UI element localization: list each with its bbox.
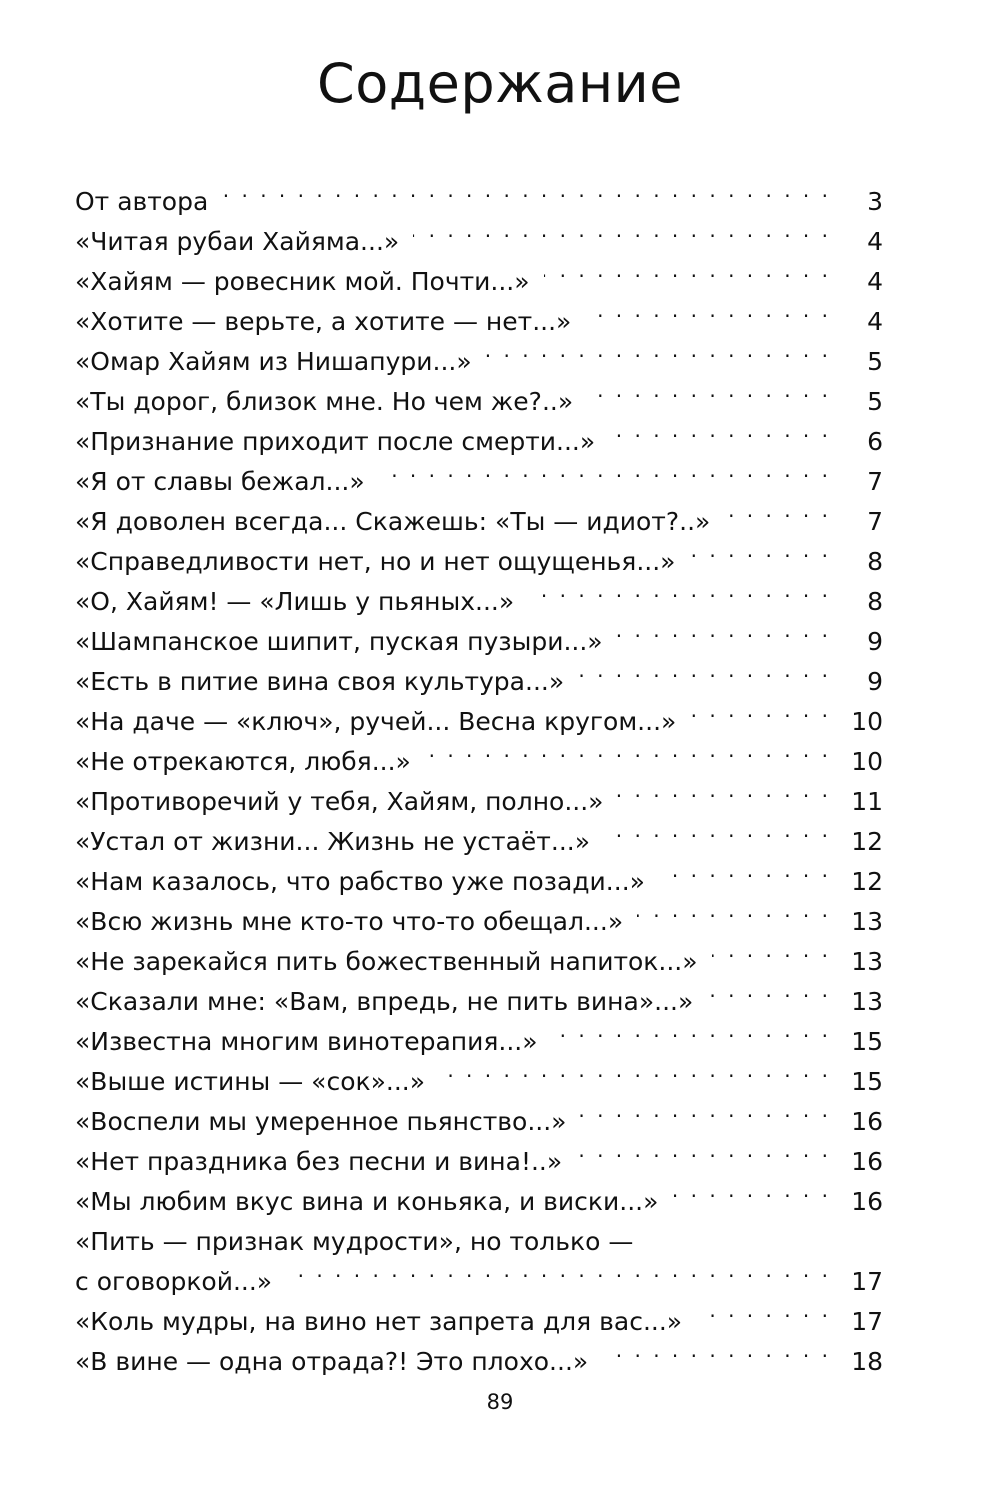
page-number: 89 <box>486 1390 514 1414</box>
table-of-contents <box>75 170 883 1376</box>
toc-entry-title: «Не зарекайся пить божественный напиток...» <box>75 947 698 976</box>
toc-entry-page: 6 <box>867 427 883 456</box>
toc-entry-page: 8 <box>867 547 883 576</box>
toc-dot-leader <box>672 1170 831 1210</box>
toc-dot-leader <box>439 1050 831 1090</box>
toc-entry-page: 17 <box>851 1267 883 1296</box>
toc-entry-page: 5 <box>867 387 883 416</box>
toc-dot-leader <box>690 690 831 730</box>
toc-entry-title: «Воспели мы умеренное пьянство...» <box>75 1107 567 1136</box>
toc-entry-title: «О, Хайям! — «Лишь у пьяных...» <box>75 587 515 616</box>
toc-entry-title: «Сказали мне: «Вам, впредь, не пить вина»...» <box>75 987 694 1016</box>
toc-entry-title: «Всю жизнь мне кто-то что-то обещал...» <box>75 907 624 936</box>
toc-dot-leader <box>617 770 831 810</box>
toc-entry-page: 4 <box>867 267 883 296</box>
toc-dot-leader <box>604 810 831 850</box>
toc-dot-leader <box>580 1090 831 1130</box>
toc-entry-page: 17 <box>851 1307 883 1336</box>
toc-entry-page: 11 <box>851 787 883 816</box>
toc-entry-title: «Есть в питие вина своя культура...» <box>75 667 565 696</box>
toc-entry-title: «Признание приходит после смерти...» <box>75 427 596 456</box>
toc-entry-title: «Шампанское шипит, пуская пузыри...» <box>75 627 603 656</box>
toc-dot-leader <box>486 330 831 370</box>
toc-entry-title: «В вине — одна отрада?! Это плохо...» <box>75 1347 589 1376</box>
toc-dot-leader <box>528 570 831 610</box>
toc-dot-leader <box>587 370 831 410</box>
toc-entry-page: 18 <box>851 1347 883 1376</box>
toc-entry <box>75 170 883 216</box>
toc-entry-page: 4 <box>867 307 883 336</box>
toc-entry-title: «Читая рубаи Хайяма...» <box>75 227 400 256</box>
toc-entry-page: 9 <box>867 667 883 696</box>
toc-entry-title: «Пить — признак мудрости», но только — <box>75 1227 634 1256</box>
toc-dot-leader <box>712 930 831 970</box>
toc-entry-title: «Ты дорог, близок мне. Но чем же?..» <box>75 387 574 416</box>
toc-entry-title: «Известна многим винотерапия...» <box>75 1027 538 1056</box>
toc-entry-page: 16 <box>851 1147 883 1176</box>
toc-entry-page: 13 <box>851 987 883 1016</box>
toc-entry-page: 10 <box>851 747 883 776</box>
toc-dot-leader <box>659 850 831 890</box>
toc-entry-title: с оговоркой...» <box>75 1267 273 1296</box>
toc-entry-title: «Хайям — ровесник мой. Почти...» <box>75 267 530 296</box>
toc-entry-title: «Справедливости нет, но и нет ощущенья...» <box>75 547 676 576</box>
toc-entry-page: 15 <box>851 1067 883 1096</box>
toc-entry-page: 10 <box>851 707 883 736</box>
toc-dot-leader <box>425 730 831 770</box>
toc-dot-leader <box>286 1250 831 1290</box>
toc-dot-leader <box>689 530 831 570</box>
toc-entry-title: «Хотите — верьте, а хотите — нет...» <box>75 307 572 336</box>
toc-entry-title: «Омар Хайям из Нишапури...» <box>75 347 472 376</box>
toc-entry-page: 15 <box>851 1027 883 1056</box>
toc-entry-page: 13 <box>851 947 883 976</box>
toc-entry-page: 16 <box>851 1187 883 1216</box>
toc-entry-title: «Противоречий у тебя, Хайям, полно...» <box>75 787 604 816</box>
toc-dot-leader <box>544 250 831 290</box>
toc-entry-title: «Нет праздника без песни и вина!..» <box>75 1147 563 1176</box>
toc-entry-page: 12 <box>851 827 883 856</box>
toc-entry-page: 3 <box>867 187 883 216</box>
toc-dot-leader <box>602 1330 831 1370</box>
toc-entry-title: «На даче — «ключ», ручей... Весна кругом...» <box>75 707 677 736</box>
toc-dot-leader <box>413 210 831 250</box>
toc-dot-leader <box>696 1290 831 1330</box>
toc-entry-page: 7 <box>867 467 883 496</box>
toc-entry-page: 16 <box>851 1107 883 1136</box>
toc-entry-page: 8 <box>867 587 883 616</box>
toc-entry-title: «Не отрекаются, любя...» <box>75 747 411 776</box>
toc-dot-leader <box>609 410 831 450</box>
toc-dot-leader <box>222 170 831 210</box>
toc-entry-title: «Коль мудры, на вино нет запрета для вас...» <box>75 1307 683 1336</box>
page-title: Содержание <box>317 52 683 115</box>
toc-dot-leader <box>724 490 831 530</box>
toc-entry-page: 9 <box>867 627 883 656</box>
toc-entry-title: «Нам казалось, что рабство уже позади...» <box>75 867 645 896</box>
toc-entry-title: «Я от славы бежал...» <box>75 467 365 496</box>
toc-entry-page: 13 <box>851 907 883 936</box>
toc-dot-leader <box>585 290 831 330</box>
toc-dot-leader <box>576 1130 831 1170</box>
toc-entry-title: «Выше истины — «сок»...» <box>75 1067 426 1096</box>
toc-dot-leader <box>552 1010 831 1050</box>
toc-entry-title: От автора <box>75 187 209 216</box>
toc-dot-leader <box>578 650 831 690</box>
toc-dot-leader <box>617 610 831 650</box>
toc-entry-title: «Мы любим вкус вина и коньяка, и виски...» <box>75 1187 659 1216</box>
toc-dot-leader <box>707 970 831 1010</box>
toc-dot-leader <box>637 890 831 930</box>
toc-entry-title: «Устал от жизни... Жизнь не устаёт...» <box>75 827 591 856</box>
toc-entry-title: «Я доволен всегда... Скажешь: «Ты — идиот?..» <box>75 507 711 536</box>
toc-entry-page: 5 <box>867 347 883 376</box>
toc-entry-page: 12 <box>851 867 883 896</box>
toc-dot-leader <box>379 450 831 490</box>
toc-entry-page: 4 <box>867 227 883 256</box>
toc-entry-page: 7 <box>867 507 883 536</box>
